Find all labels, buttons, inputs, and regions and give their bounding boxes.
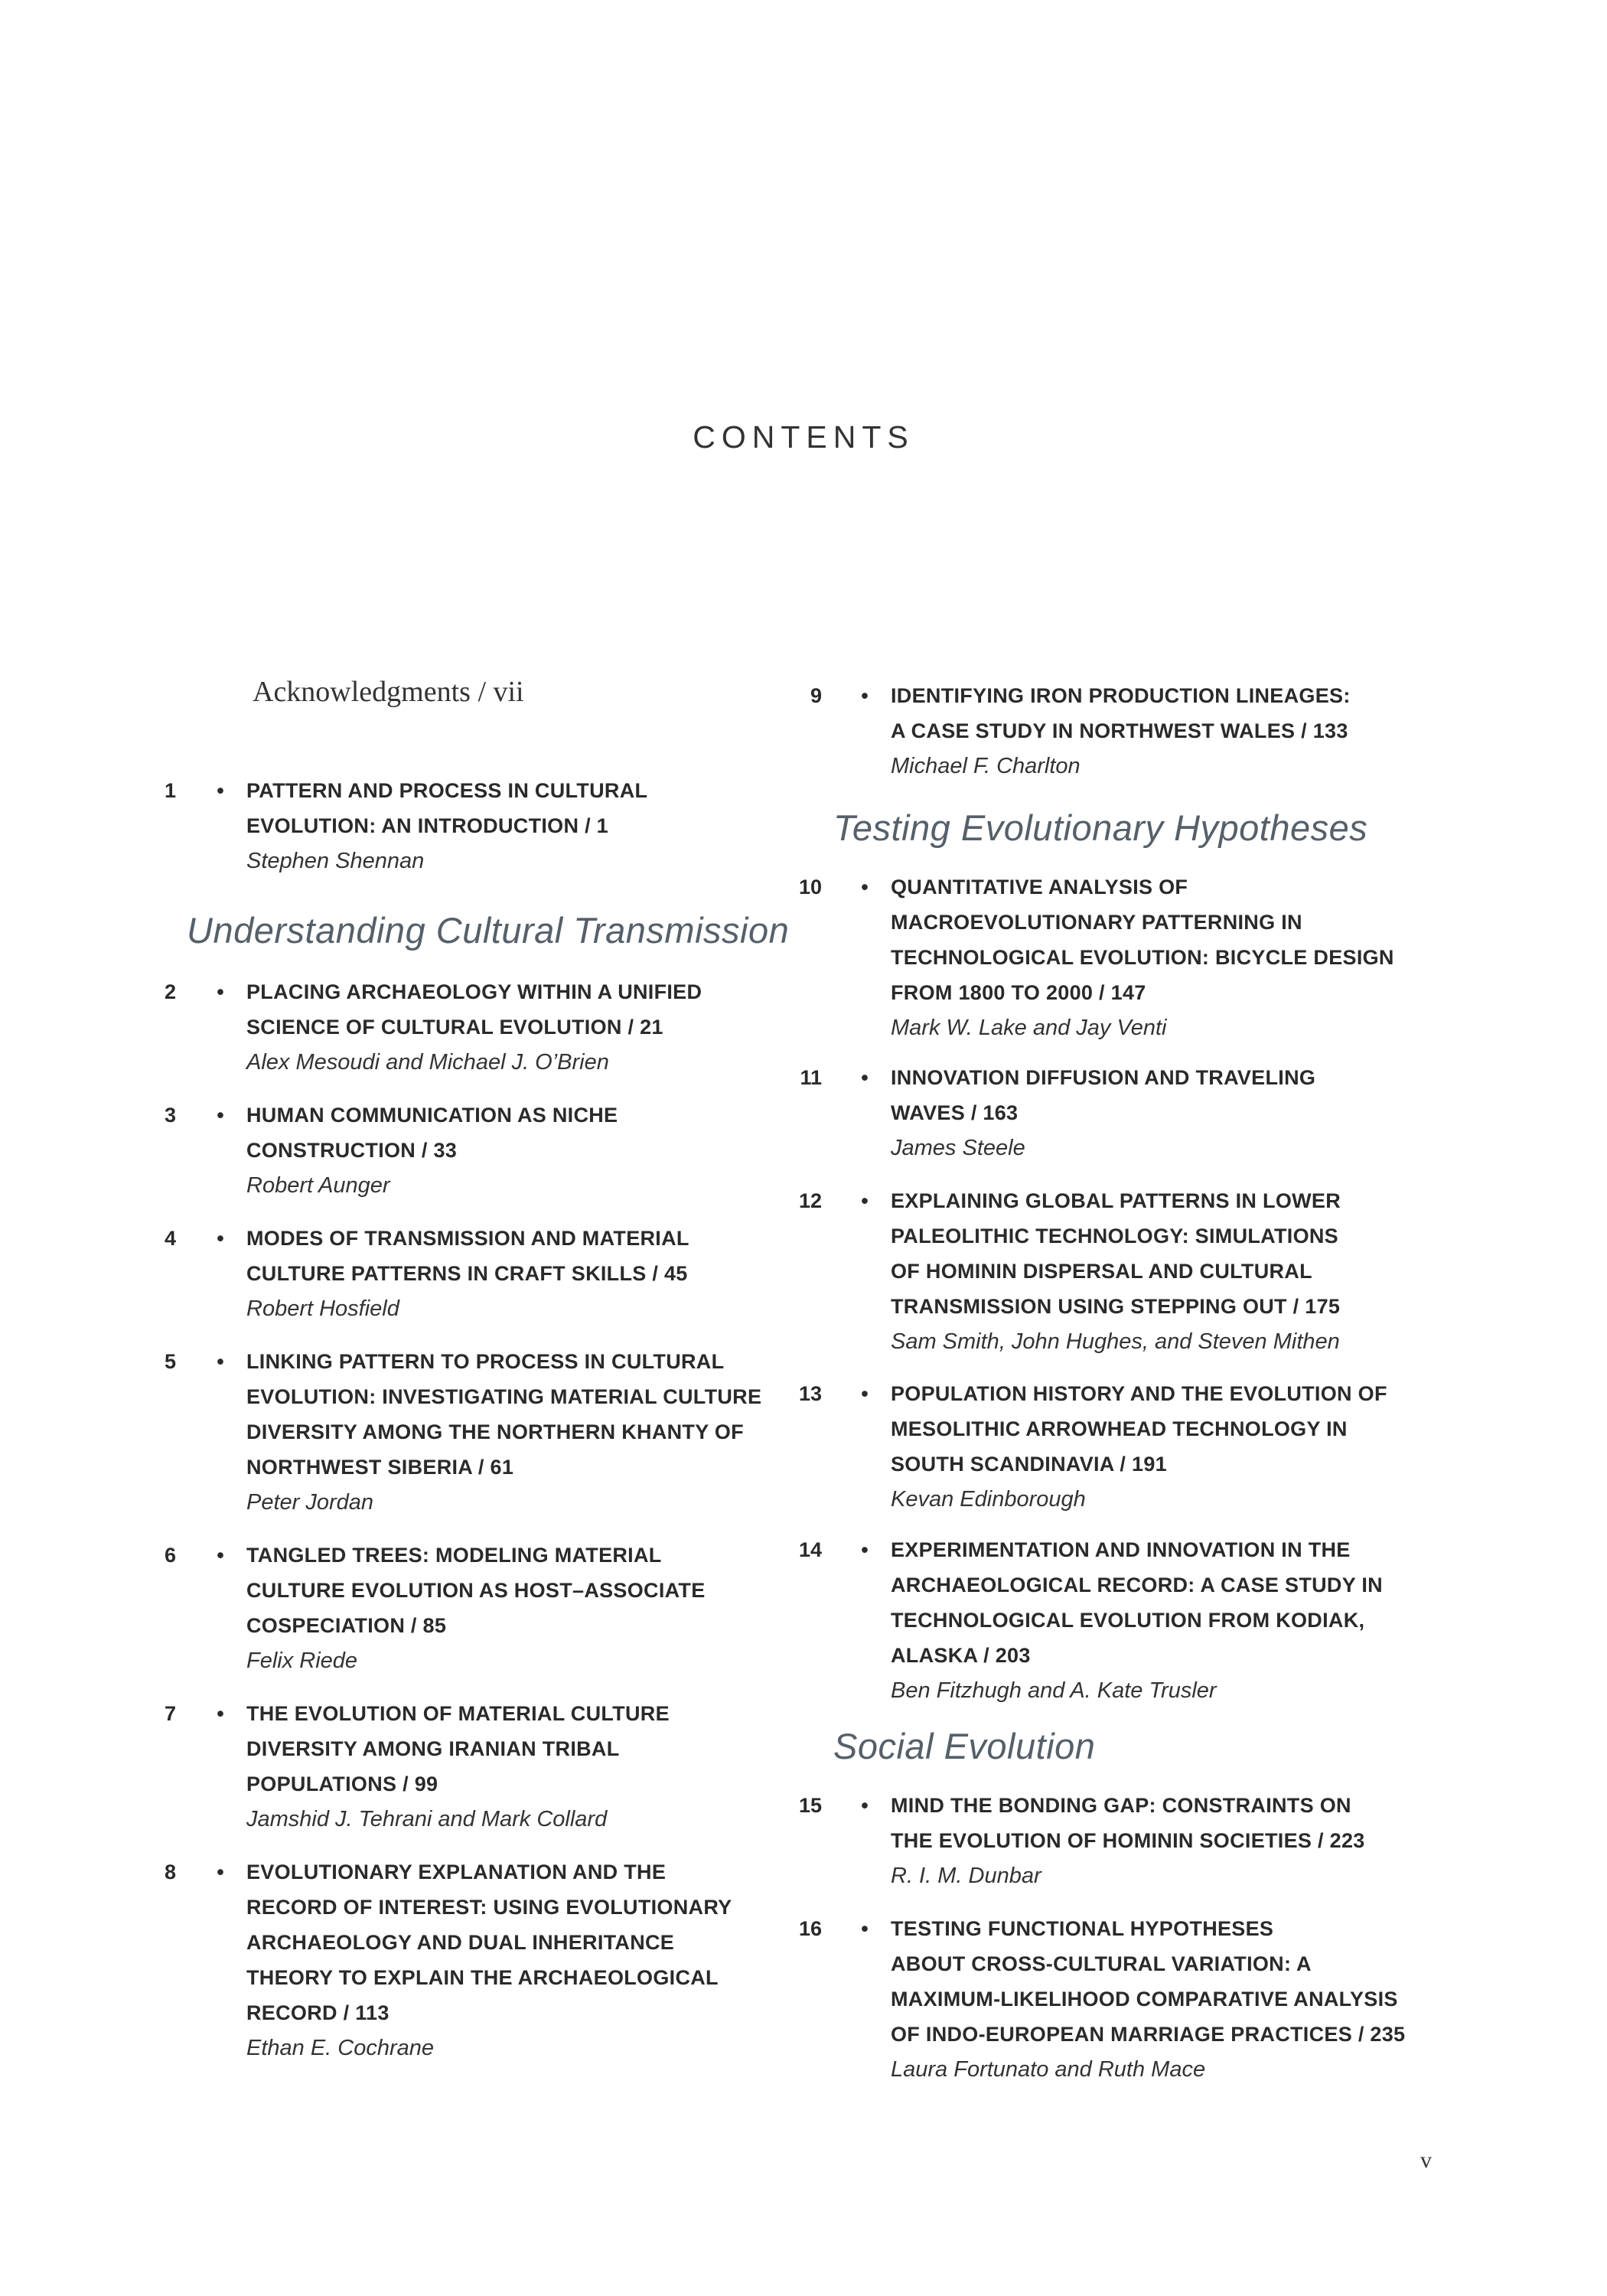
bullet-separator: • xyxy=(861,684,869,707)
chapter-author: Felix Riede xyxy=(246,1649,358,1673)
chapter-number: 7 xyxy=(164,1702,176,1725)
chapter-author: Ethan E. Cochrane xyxy=(246,2036,435,2060)
chapter-title[interactable] xyxy=(891,869,1394,1010)
chapter-title-line: EVOLUTION: INVESTIGATING MATERIAL CULTURE xyxy=(246,1385,762,1408)
chapter-title-line: RECORD OF INTEREST: USING EVOLUTIONARY xyxy=(246,1896,732,1919)
chapter-author: Mark W. Lake and Jay Venti xyxy=(891,1016,1167,1040)
chapter-title[interactable] xyxy=(246,1097,618,1168)
chapter-title[interactable] xyxy=(891,678,1351,748)
acknowledgments-entry[interactable]: Acknowledgments / vii xyxy=(253,676,524,708)
chapter-title[interactable] xyxy=(891,1532,1383,1673)
chapter-title[interactable] xyxy=(246,974,702,1045)
chapter-author: Kevan Edinborough xyxy=(891,1487,1086,1512)
chapter-title-line: QUANTITATIVE ANALYSIS OF xyxy=(891,876,1188,899)
chapter-title-line: EVOLUTION: AN INTRODUCTION / 1 xyxy=(246,814,608,837)
chapter-author: James Steele xyxy=(891,1136,1025,1160)
chapter-number: 1 xyxy=(164,779,176,802)
chapter-title-line: NORTHWEST SIBERIA / 61 xyxy=(246,1456,514,1479)
chapter-title[interactable] xyxy=(246,1221,689,1291)
chapter-number: 12 xyxy=(798,1189,822,1212)
chapter-title-line: PLACING ARCHAEOLOGY WITHIN A UNIFIED xyxy=(246,980,702,1003)
page-number: v xyxy=(1420,2148,1432,2173)
chapter-title[interactable] xyxy=(246,1696,670,1802)
bullet-separator: • xyxy=(217,1350,224,1373)
chapter-author: Robert Hosfield xyxy=(246,1296,399,1321)
chapter-author: Sam Smith, John Hughes, and Steven Mithen xyxy=(891,1329,1340,1354)
bullet-separator: • xyxy=(217,1544,224,1567)
chapter-number: 15 xyxy=(798,1794,822,1817)
chapter-author: Stephen Shennan xyxy=(246,849,425,873)
chapter-title-line: THE EVOLUTION OF MATERIAL CULTURE xyxy=(246,1702,670,1725)
chapter-title-line: WAVES / 163 xyxy=(891,1101,1019,1124)
chapter-author: Robert Aunger xyxy=(246,1173,390,1198)
chapter-title-line: EXPERIMENTATION AND INNOVATION IN THE xyxy=(891,1538,1351,1561)
chapter-title-line: HUMAN COMMUNICATION AS NICHE xyxy=(246,1104,618,1127)
chapter-title-line: MAXIMUM-LIKELIHOOD COMPARATIVE ANALYSIS xyxy=(891,1988,1398,2011)
chapter-title-line: PALEOLITHIC TECHNOLOGY: SIMULATIONS xyxy=(891,1225,1338,1247)
chapter-title-line: OF HOMININ DISPERSAL AND CULTURAL xyxy=(891,1260,1312,1283)
chapter-author: Michael F. Charlton xyxy=(891,754,1081,778)
bullet-separator: • xyxy=(217,980,224,1003)
chapter-title-line: MODES OF TRANSMISSION AND MATERIAL xyxy=(246,1227,689,1250)
bullet-separator: • xyxy=(217,779,224,802)
bullet-separator: • xyxy=(861,1538,869,1561)
chapter-title-line: POPULATIONS / 99 xyxy=(246,1773,438,1795)
chapter-title-line: DIVERSITY AMONG IRANIAN TRIBAL xyxy=(246,1737,620,1760)
chapter-author: Jamshid J. Tehrani and Mark Collard xyxy=(246,1807,608,1831)
chapter-title[interactable] xyxy=(891,1060,1315,1130)
chapter-title-line: MESOLITHIC ARROWHEAD TECHNOLOGY IN xyxy=(891,1417,1348,1440)
section-heading-testing-evolutionary-hypotheses: Testing Evolutionary Hypotheses xyxy=(833,807,1368,848)
chapter-number: 14 xyxy=(798,1538,822,1561)
chapter-title-line: PATTERN AND PROCESS IN CULTURAL xyxy=(246,779,648,802)
chapter-title-line: TECHNOLOGICAL EVOLUTION: BICYCLE DESIGN xyxy=(891,946,1394,969)
chapter-title[interactable] xyxy=(891,1376,1387,1482)
chapter-title-line: POPULATION HISTORY AND THE EVOLUTION OF xyxy=(891,1382,1387,1405)
chapter-title-line: ALASKA / 203 xyxy=(891,1644,1031,1667)
bullet-separator: • xyxy=(861,1189,869,1212)
chapter-title-line: THE EVOLUTION OF HOMININ SOCIETIES / 223 xyxy=(891,1829,1365,1852)
chapter-title-line: TECHNOLOGICAL EVOLUTION FROM KODIAK, xyxy=(891,1609,1365,1632)
bullet-separator: • xyxy=(861,1382,869,1405)
section-heading-social-evolution: Social Evolution xyxy=(833,1726,1096,1766)
chapter-number: 13 xyxy=(798,1382,822,1405)
chapter-author: R. I. M. Dunbar xyxy=(891,1864,1041,1888)
bullet-separator: • xyxy=(861,1066,869,1089)
chapter-title[interactable] xyxy=(891,1788,1365,1858)
chapter-title[interactable] xyxy=(246,1538,706,1643)
chapter-title-line: TRANSMISSION USING STEPPING OUT / 175 xyxy=(891,1295,1341,1318)
chapter-title[interactable] xyxy=(891,1183,1341,1324)
chapter-number: 3 xyxy=(164,1104,176,1127)
chapter-title-line: CULTURE PATTERNS IN CRAFT SKILLS / 45 xyxy=(246,1262,688,1285)
chapter-title-line: LINKING PATTERN TO PROCESS IN CULTURAL xyxy=(246,1350,725,1373)
chapter-title-line: A CASE STUDY IN NORTHWEST WALES / 133 xyxy=(891,719,1348,742)
chapter-title-line: COSPECIATION / 85 xyxy=(246,1614,447,1637)
bullet-separator: • xyxy=(861,1794,869,1817)
chapter-title[interactable] xyxy=(246,1344,761,1485)
chapter-author: Alex Mesoudi and Michael J. O’Brien xyxy=(246,1050,609,1075)
chapter-author: Ben Fitzhugh and A. Kate Trusler xyxy=(891,1678,1217,1703)
chapter-title-line: ABOUT CROSS-CULTURAL VARIATION: A xyxy=(891,1952,1312,1975)
bullet-separator: • xyxy=(861,876,869,899)
chapter-title[interactable] xyxy=(891,1911,1405,2052)
chapter-title-line: EVOLUTIONARY EXPLANATION AND THE xyxy=(246,1861,667,1883)
chapter-number: 4 xyxy=(164,1227,176,1250)
chapter-title-line: MACROEVOLUTIONARY PATTERNING IN xyxy=(891,911,1302,934)
chapter-title-line: RECORD / 113 xyxy=(246,2001,390,2024)
chapter-number: 2 xyxy=(164,980,176,1003)
chapter-number: 8 xyxy=(164,1861,176,1883)
chapter-number: 9 xyxy=(810,684,822,707)
bullet-separator: • xyxy=(217,1104,224,1127)
chapter-title-line: TESTING FUNCTIONAL HYPOTHESES xyxy=(891,1917,1274,1940)
chapter-number: 5 xyxy=(164,1350,176,1373)
chapter-title-line: SCIENCE OF CULTURAL EVOLUTION / 21 xyxy=(246,1016,663,1039)
chapter-title-line: EXPLAINING GLOBAL PATTERNS IN LOWER xyxy=(891,1189,1341,1212)
chapter-author: Peter Jordan xyxy=(246,1490,374,1515)
chapter-number: 16 xyxy=(798,1917,822,1940)
chapter-title-line: FROM 1800 TO 2000 / 147 xyxy=(891,981,1146,1004)
chapter-title[interactable] xyxy=(246,1854,732,2030)
chapter-title-line: DIVERSITY AMONG THE NORTHERN KHANTY OF xyxy=(246,1420,744,1443)
chapter-title-line: CULTURE EVOLUTION AS HOST–ASSOCIATE xyxy=(246,1579,706,1602)
chapter-title-line: TANGLED TREES: MODELING MATERIAL xyxy=(246,1544,662,1567)
chapter-title-line: MIND THE BONDING GAP: CONSTRAINTS ON xyxy=(891,1794,1351,1817)
chapter-title-line: ARCHAEOLOGY AND DUAL INHERITANCE xyxy=(246,1931,675,1954)
chapter-number: 11 xyxy=(800,1066,822,1089)
chapter-title-line: SOUTH SCANDINAVIA / 191 xyxy=(891,1453,1167,1476)
bullet-separator: • xyxy=(861,1917,869,1940)
chapter-number: 6 xyxy=(164,1544,176,1567)
chapter-number: 10 xyxy=(798,876,822,899)
section-heading-understanding-cultural-transmission: Understanding Cultural Transmission xyxy=(187,910,790,951)
bullet-separator: • xyxy=(217,1702,224,1725)
bullet-separator: • xyxy=(217,1861,224,1883)
chapter-title-line: ARCHAEOLOGICAL RECORD: A CASE STUDY IN xyxy=(891,1574,1383,1596)
chapter-title-line: IDENTIFYING IRON PRODUCTION LINEAGES: xyxy=(891,684,1351,707)
chapter-title[interactable] xyxy=(246,773,647,843)
page-title: CONTENTS xyxy=(693,419,914,455)
chapter-title-line: OF INDO-EUROPEAN MARRIAGE PRACTICES / 235 xyxy=(891,2023,1406,2046)
bullet-separator: • xyxy=(217,1227,224,1250)
chapter-title-line: INNOVATION DIFFUSION AND TRAVELING xyxy=(891,1066,1316,1089)
chapter-title-line: THEORY TO EXPLAIN THE ARCHAEOLOGICAL xyxy=(246,1966,719,1989)
chapter-author: Laura Fortunato and Ruth Mace xyxy=(891,2057,1206,2082)
chapter-title-line: CONSTRUCTION / 33 xyxy=(246,1139,458,1162)
